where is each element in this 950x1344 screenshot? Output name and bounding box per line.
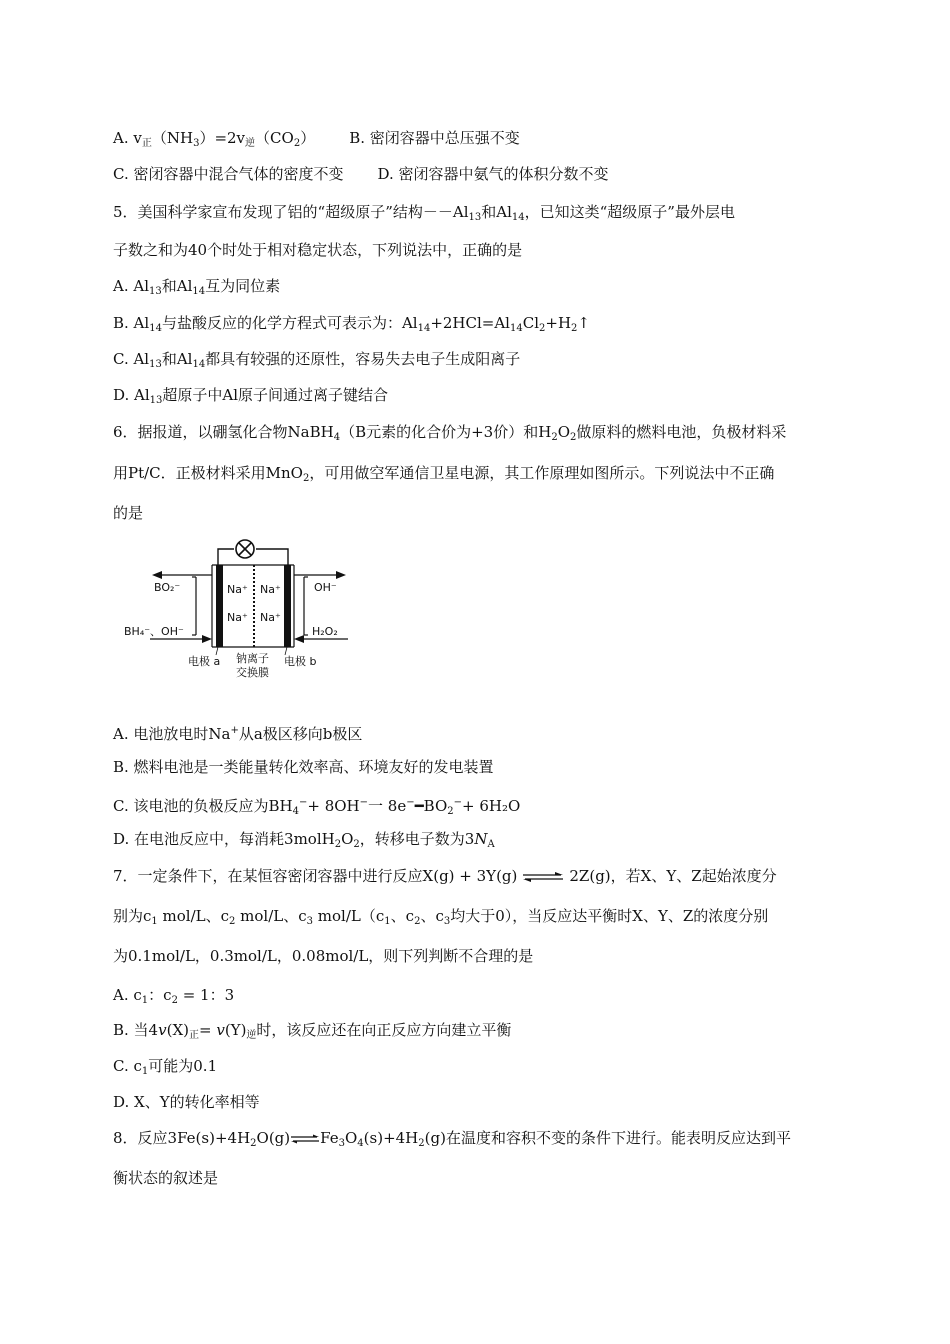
q8-stem-line2: 衡状态的叙述是 [113,1169,219,1187]
q7-option-c: C. $c_1$可能为0.1 [113,1057,218,1077]
q6-stem-line1: 6．据报道，以硼氢化合物NaBH$_4$（B元素的化合价为+3价）和$H_2O_2$做原料的燃料电池，负极材料采 [113,423,787,443]
q7-option-b: B. 当$4v(X)_正= v(Y)_逆$时，该反应还在向正反应方向建立平衡 [113,1021,512,1041]
arrow-right-icon [202,635,212,643]
q4-options-ab: A. $v_正(NH_3)=2v_逆(CO_2)$ B. 密闭容器中总压强不变 [113,129,520,149]
equilibrium-arrow-icon [521,871,565,883]
q7-stem-line1: 7．一定条件下，在某恒容密闭容器中进行反应X(g) + 3Y(g) 2Z(g)，若X、Y、Z起始浓度分 [113,867,777,885]
arrow-right-icon [336,571,346,579]
q6-option-c: C. 该电池的负极反应为$BH_4^-+ 8OH^-$一 $8e^-━BO_2^-+ 6H_2O$ [113,797,521,817]
equilibrium-arrow-icon [290,1134,320,1144]
electrode-b [284,565,291,647]
q6-option-a: A. 电池放电时Na+从a极区移向b极区 [113,725,363,743]
circuit-wire-right [256,549,288,565]
na-ion-label: Na⁺ [227,611,248,624]
q7-stem-line3: 为0.1mol/L，0.3mol/L，0.08mol/L，则下列判断不合理的是 [113,947,534,965]
q6-stem-line3: 的是 [113,504,144,522]
q4-option-d: D. 密闭容器中氨气的体积分数不变 [377,165,609,183]
q7-stem-line2: 别为$c_1$ mol/L、$c_2$ mol/L、$c_3$ mol/$L(c_1$、$c_2$、$c_3$均大于0），当反应达平衡时X、Y、Z的浓度分别 [113,907,769,927]
q5-option-a: A. $Al_{13}$和$Al_{14}$互为同位素 [113,277,281,297]
na-ion-label: Na⁺ [260,611,281,624]
q6-stem-line2: 用Pt/C．正极材料采用MnO$_2$，可用做空军通信卫星电源，其工作原理如图所示。下列说法中不正确 [113,464,775,484]
electrode-b-label: 电极 b [284,655,317,668]
na-ion-label: Na⁺ [227,583,248,596]
q5-stem-line2: 子数之和为40个时处于相对稳定状态，下列说法中，正确的是 [113,241,523,259]
q6-option-b: B. 燃料电池是一类能量转化效率高、环境友好的发电装置 [113,758,494,776]
circuit-wire [218,549,234,565]
q4-options-cd [113,164,609,184]
arrow-left-icon [294,635,304,643]
membrane-label-2: 交换膜 [236,666,269,679]
q6-option-d: D. 在电池反应中，每消耗$3molH_2O_2$，转移电子数为$3N_A$ [113,830,495,850]
q5-option-c: C. $Al_{13}$和$Al_{14}$都具有较强的还原性，容易失去电子生成阳离子 [113,350,521,370]
q5-stem-line1: 5．美国科学家宣布发现了铝的“超级原子”结构$--Al_{13}$和$Al_{14}$，已知这类“超级原子”最外层电 [113,203,735,223]
bo2-label: BO₂⁻ [154,581,181,594]
q4-option-c: C. 密闭容器中混合气体的密度不变 [113,165,344,183]
na-ion-label: Na⁺ [260,583,281,596]
electrode-a [216,565,223,647]
bh4-oh-label: BH₄⁻、OH⁻ [124,625,184,638]
q4-option-b: B. 密闭容器中总压强不变 [349,129,520,147]
membrane-label-1: 钠离子 [236,652,269,665]
electrode-a-label: 电极 a [188,655,221,668]
h2o2-label: H₂O₂ [312,625,338,638]
q7-option-a: A. $c_1$：$c_2 = 1$：3 [113,986,235,1006]
lamp-icon [236,540,254,558]
q8-stem-line1: 8．反应$3Fe(s)+4H_2O(g)$ $Fe_3O_4(s)+4H_2(g)$在温度和容积不变的条件下进行。能表明反应达到平 [113,1129,791,1149]
arrow-left-icon [152,571,162,579]
oh-label: OH⁻ [314,581,337,594]
q5-option-b: B. $Al_{14}$与盐酸反应的化学方程式可表示为：$Al_{14}+2HCl=Al_{14}Cl_2+H_2↑$ [113,314,590,334]
q5-option-d: D. $Al_{13}$超原子中Al原子间通过离子键结合 [113,386,389,406]
q7-option-d: D. X、Y的转化率相等 [113,1093,260,1111]
fuel-cell-diagram [120,535,360,685]
